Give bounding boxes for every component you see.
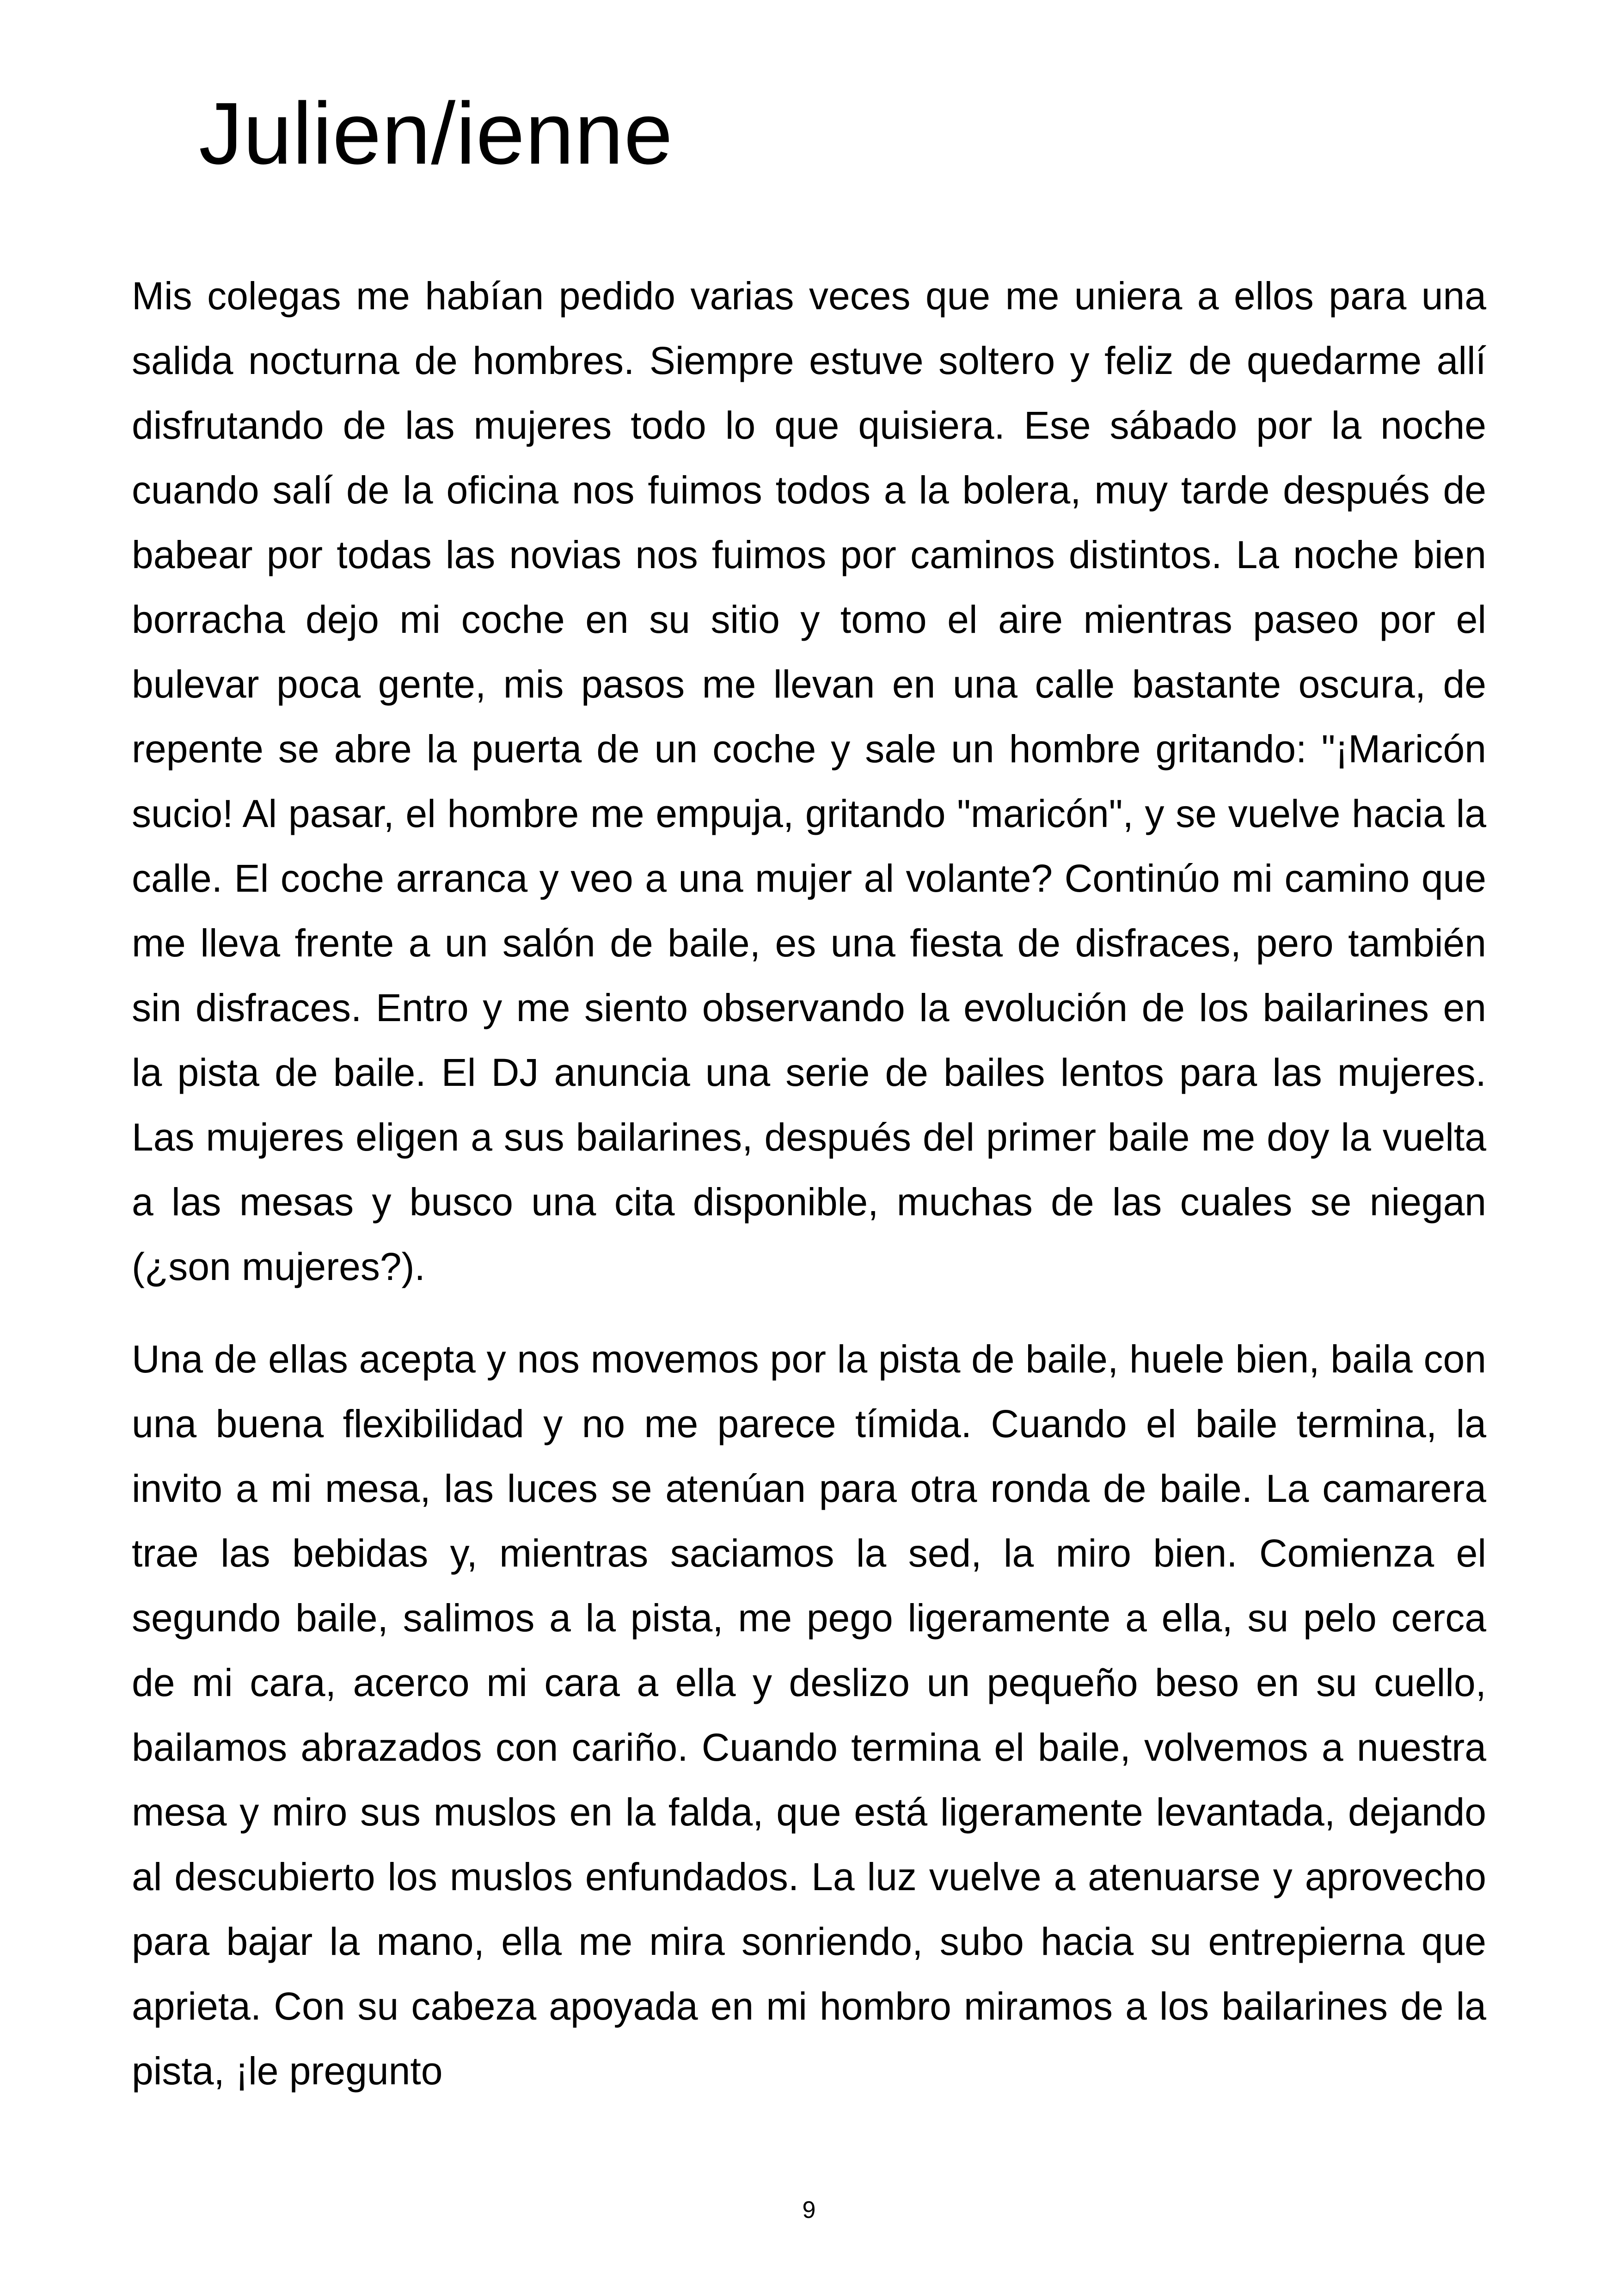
page-number: 9 <box>802 2197 816 2223</box>
page-title: Julien/ienne <box>199 85 674 183</box>
paragraph-1: Mis colegas me habían pedido varias veces que me uniera a ellos para una salida nocturna de hombres. Siempre estuve soltero y feliz de quedarme allí disfrutando de las mujeres todo lo que quisiera. Ese sábado por la noche cuando salí de la oficina nos fuimos todos a la bolera, muy tarde después de babear por todas las novias nos fuimos por caminos distintos. La noche bien borracha dejo mi coche en su sitio y tomo el aire mientras paseo por el bulevar poca gente, mis pasos me llevan en una calle bastante oscura, de repente se abre la puerta de un coche y sale un hombre gritando: "¡Maricón sucio! Al pasar, el hombre me empuja, gritando "maricón", y se vuelve hacia la calle. El coche arranca y veo a una mujer al volante? Continúo mi camino que me lleva frente a un salón de baile, es una fiesta de disfraces, pero también sin disfraces. Entro y me siento observando la evolución de los bailarines en la pista de baile. El DJ anuncia una serie de bailes lentos para las mujeres. Las mujeres eligen a sus bailarines, después del primer baile me doy la vuelta a las mesas y busco una cita disponible, muchas de las cuales se niegan (¿son mujeres?). <box>132 274 1486 1288</box>
body-text <box>132 263 1486 2131</box>
paragraph-2: Una de ellas acepta y nos movemos por la pista de baile, huele bien, baila con una buena flexibilidad y no me parece tímida. Cuando el baile termina, la invito a mi mesa, las luces se atenúan para otra ronda de baile. La camarera trae las bebidas y, mientras saciamos la sed, la miro bien. Comienza el segundo baile, salimos a la pista, me pego ligeramente a ella, su pelo cerca de mi cara, acerco mi cara a ella y deslizo un pequeño beso en su cuello, bailamos abrazados con cariño. Cuando termina el baile, volvemos a nuestra mesa y miro sus muslos en la falda, que está ligeramente levantada, dejando al descubierto los muslos enfundados. La luz vuelve a atenuarse y aprovecho para bajar la mano, ella me mira sonriendo, subo hacia su entrepierna que aprieta. Con su cabeza apoyada en mi hombro miramos a los bailarines de la pista, ¡le pregunto <box>132 1337 1486 2093</box>
